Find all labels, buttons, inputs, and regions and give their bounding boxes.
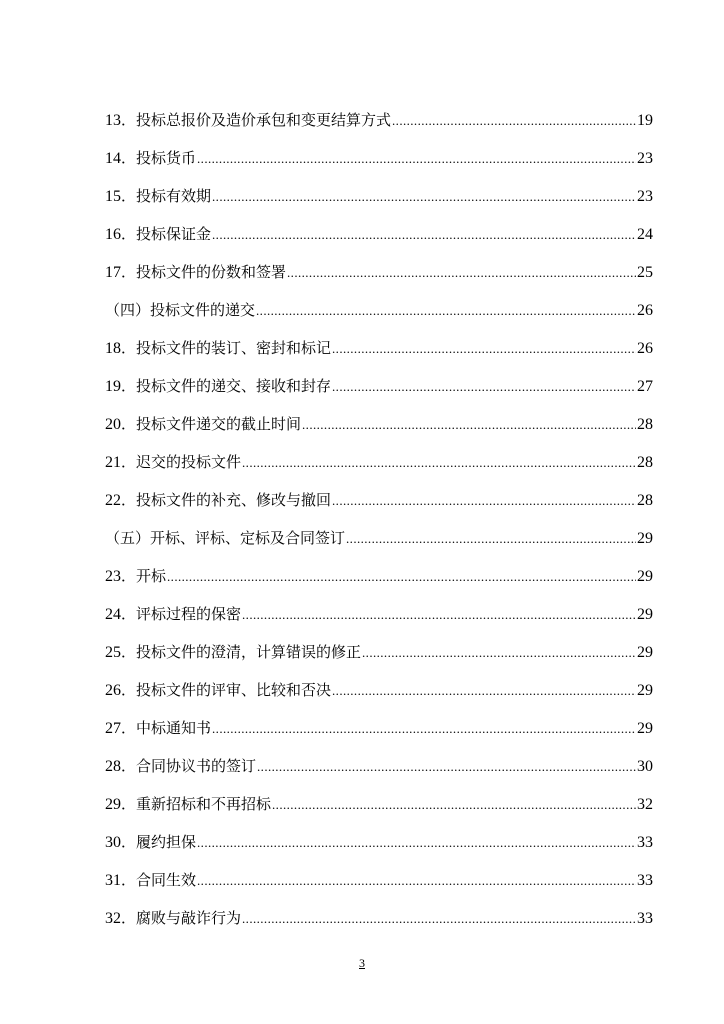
toc-entry-title: （四）投标文件的递交 [105,301,256,319]
toc-entry[interactable] [105,410,653,448]
toc-entry-title: 31．合同生效 [105,871,197,889]
dot-leader [332,677,636,705]
toc-entry-page-number: 30 [637,758,653,775]
dot-leader [332,373,636,401]
toc-entry[interactable] [105,790,653,828]
toc-entry-title: 22．投标文件的补充、修改与撤回 [105,491,332,509]
toc-entry-title: （五）开标、评标、定标及合同签订 [105,529,346,547]
toc-entry-page-number: 29 [637,644,653,661]
toc-entry[interactable] [105,220,653,258]
toc-entry-page-number: 26 [637,340,653,357]
toc-entry-title: 16．投标保证金 [105,225,212,243]
page-number: 3 [359,956,365,970]
toc-entry-page-number: 29 [637,568,653,585]
toc-entry-page-number: 23 [637,150,653,167]
toc-entry-title: 13．投标总报价及造价承包和变更结算方式 [105,111,392,129]
toc-entry-page-number: 33 [637,834,653,851]
dot-leader [167,563,636,591]
toc-entry-page-number: 29 [637,720,653,737]
dot-leader [197,867,636,895]
toc-entry-page-number: 28 [637,492,653,509]
toc-entry-title: 19．投标文件的递交、接收和封存 [105,377,332,395]
dot-leader [332,487,636,515]
toc-entry-page-number: 32 [637,796,653,813]
toc-entry[interactable] [105,372,653,410]
dot-leader [242,601,636,629]
toc-entry-page-number: 25 [637,264,653,281]
toc-entry[interactable] [105,600,653,638]
toc-entry[interactable] [105,258,653,296]
toc-entry-page-number: 28 [637,416,653,433]
toc-entry-page-number: 29 [637,606,653,623]
dot-leader [302,411,636,439]
toc-entry[interactable] [105,752,653,790]
toc-entry[interactable] [105,144,653,182]
toc-entry[interactable] [105,904,653,942]
toc-entry-title: 23．开标 [105,567,167,585]
dot-leader [212,183,636,211]
dot-leader [287,259,636,287]
toc-entry[interactable] [105,448,653,486]
toc-entry-page-number: 33 [637,910,653,927]
dot-leader [332,335,636,363]
table-of-contents [105,106,653,942]
toc-entry-page-number: 24 [637,226,653,243]
dot-leader [362,639,636,667]
toc-entry-title: 20．投标文件递交的截止时间 [105,415,302,433]
toc-entry[interactable] [105,524,653,562]
dot-leader [392,107,636,135]
dot-leader [212,715,636,743]
toc-entry[interactable] [105,182,653,220]
toc-entry-page-number: 23 [637,188,653,205]
toc-entry-page-number: 29 [637,530,653,547]
toc-entry-title: 32．腐败与敲诈行为 [105,909,242,927]
toc-entry-title: 28．合同协议书的签订 [105,757,257,775]
toc-entry-title: 21．迟交的投标文件 [105,453,242,471]
toc-entry[interactable] [105,828,653,866]
toc-entry-title: 15．投标有效期 [105,187,212,205]
toc-entry-page-number: 27 [637,378,653,395]
toc-entry[interactable] [105,486,653,524]
toc-entry-title: 29．重新招标和不再招标 [105,795,272,813]
toc-entry[interactable] [105,562,653,600]
toc-entry-title: 25．投标文件的澄清，计算错误的修正 [105,643,362,661]
toc-entry[interactable] [105,106,653,144]
toc-entry[interactable] [105,638,653,676]
toc-entry-page-number: 29 [637,682,653,699]
toc-entry[interactable] [105,296,653,334]
toc-entry-page-number: 26 [637,302,653,319]
toc-entry-page-number: 19 [637,112,653,129]
toc-entry-title: 26．投标文件的评审、比较和否决 [105,681,332,699]
dot-leader [197,829,636,857]
toc-entry-title: 24．评标过程的保密 [105,605,242,623]
toc-entry-title: 18．投标文件的装订、密封和标记 [105,339,332,357]
toc-entry[interactable] [105,866,653,904]
toc-entry-title: 17．投标文件的份数和签署 [105,263,287,281]
toc-entry[interactable] [105,714,653,752]
toc-entry-title: 27．中标通知书 [105,719,212,737]
toc-entry[interactable] [105,334,653,372]
dot-leader [242,905,636,933]
dot-leader [272,791,636,819]
dot-leader [197,145,636,173]
toc-entry-title: 30．履约担保 [105,833,197,851]
dot-leader [346,525,636,553]
toc-entry-page-number: 28 [637,454,653,471]
dot-leader [256,297,636,325]
dot-leader [257,753,636,781]
toc-entry-page-number: 33 [637,872,653,889]
toc-entry-title: 14．投标货币 [105,149,197,167]
toc-entry[interactable] [105,676,653,714]
dot-leader [212,221,636,249]
dot-leader [242,449,636,477]
